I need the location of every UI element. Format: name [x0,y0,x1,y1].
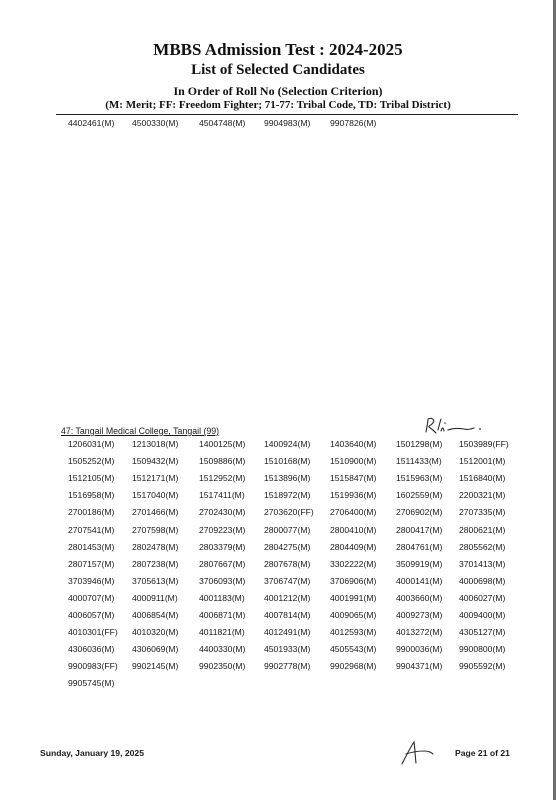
candidate-row [0,540,556,554]
candidate-row [0,488,556,502]
roll-number: 9900036(M) [396,644,443,655]
candidate-row [0,591,556,605]
order-criterion-line: In Order of Roll No (Selection Criterion) [173,84,383,98]
roll-number: 1213018(M) [132,439,179,449]
roll-number: 3703946(M) [68,575,115,586]
candidate-row [0,505,556,519]
roll-number: 2200321(M) [459,490,506,501]
roll-number: 4306036(M) [68,644,115,655]
roll-number: 9902350(M) [199,661,246,672]
roll-number: 2804761(M) [396,541,443,552]
roll-number: 4012593(M) [330,627,377,638]
roll-number: 9904371(M) [396,661,443,672]
roll-number: 4505543(M) [330,644,377,655]
roll-number: 2707541(M) [68,524,115,535]
roll-number: 2807238(M) [132,558,179,569]
roll-number: 1206031(M) [68,439,115,449]
handwritten-signature [422,414,484,438]
candidate-row [0,523,556,537]
roll-number: 2803379(M) [199,541,246,552]
college-heading: 47: Tangail Medical College, Tangail (99) [61,426,220,436]
roll-number: 4010320(M) [132,627,179,638]
roll-number: 4012491(M) [264,627,311,638]
candidate-row [0,642,556,656]
roll-number: 4000141(M) [396,575,443,586]
roll-number: 4001183(M) [199,592,245,603]
roll-number: 4006854(M) [132,610,179,620]
code-legend-line: (M: Merit; FF: Freedom Fighter; 71-77: Tribal Code, TD: Tribal District) [105,99,451,111]
document-title: MBBS Admission Test : 2024-2025 [153,40,403,59]
roll-number: 4501933(M) [264,644,311,655]
roll-number: 2800417(M) [396,524,443,535]
roll-number: 9902778(M) [264,661,311,672]
candidate-row [0,676,556,690]
roll-number: 9905592(M) [459,661,506,672]
roll-number: 2807157(M) [68,558,115,569]
roll-number: 9907826(M) [330,118,377,128]
roll-number: 4500330(M) [132,118,179,128]
roll-number: 4011821(M) [199,627,245,638]
roll-number: 1501298(M) [396,439,443,449]
roll-number: 4009065(M) [330,610,377,620]
roll-number: 4009400(M) [459,610,506,620]
handwritten-initials [396,738,436,768]
roll-number: 2800621(M) [459,524,506,535]
roll-number: 1518972(M) [264,490,311,501]
roll-number: 1400924(M) [264,439,311,449]
roll-number: 9904983(M) [264,118,311,128]
roll-number: 2707335(M) [459,507,506,518]
roll-number: 2706400(M) [330,507,377,518]
roll-number: 2804409(M) [330,541,377,552]
candidate-row [0,608,556,622]
roll-number: 4001212(M) [264,592,311,603]
roll-number: 4504748(M) [199,118,246,128]
candidate-row [0,471,556,485]
roll-number: 4013272(M) [396,627,443,638]
candidate-row [0,557,556,571]
roll-number: 4001991(M) [330,592,377,603]
candidate-row [0,454,556,468]
roll-number: 2703620(FF) [264,507,314,518]
roll-number: 2702430(M) [199,507,246,518]
roll-number: 3706093(M) [199,575,246,586]
footer-date: Sunday, January 19, 2025 [40,748,144,758]
roll-number: 2805562(M) [459,541,506,552]
roll-number: 1513896(M) [264,473,311,484]
roll-number: 2804275(M) [264,541,311,552]
roll-number: 1503989(FF) [459,439,509,449]
roll-number: 1512001(M) [459,456,506,467]
roll-number: 3701413(M) [459,558,506,569]
footer-page-number: Page 21 of 21 [455,748,510,758]
candidate-row [0,116,556,130]
roll-number: 1512171(M) [132,473,179,484]
roll-number: 2707598(M) [132,524,179,535]
roll-number: 4003660(M) [396,592,443,603]
roll-number: 1517040(M) [132,490,179,501]
roll-number: 4000698(M) [459,575,506,586]
roll-number: 2706902(M) [396,507,443,518]
roll-number: 3706906(M) [330,575,377,586]
roll-number: 1509432(M) [132,456,179,467]
roll-number: 1515847(M) [330,473,377,484]
roll-number: 2709223(M) [199,524,246,535]
roll-number: 2807678(M) [264,558,311,569]
roll-number: 1515963(M) [396,473,443,484]
roll-number: 1517411(M) [199,490,245,501]
roll-number: 9900800(M) [459,644,506,655]
candidate-row [0,574,556,588]
header-rule [56,114,518,115]
roll-number: 1519936(M) [330,490,377,501]
roll-number: 4006871(M) [199,610,246,620]
roll-number: 3705613(M) [132,575,179,586]
candidate-row [0,625,556,639]
candidate-row [0,659,556,673]
roll-number: 9902145(M) [132,661,179,672]
roll-number: 1512952(M) [199,473,246,484]
roll-number: 1516840(M) [459,473,506,484]
roll-number: 9900983(FF) [68,661,118,672]
roll-number: 4010301(FF) [68,627,118,638]
roll-number: 2700186(M) [68,507,115,518]
roll-number: 4402461(M) [68,118,115,128]
roll-number: 4009273(M) [396,610,443,620]
roll-number: 2800410(M) [330,524,377,535]
roll-number: 2800077(M) [264,524,311,535]
roll-number: 4305127(M) [459,627,506,638]
roll-number: 3706747(M) [264,575,311,586]
document-subtitle: List of Selected Candidates [191,62,365,78]
roll-number: 9902968(M) [330,661,377,672]
roll-number: 2701466(M) [132,507,179,518]
roll-number: 1511433(M) [396,456,442,467]
candidate-row [0,437,556,451]
roll-number: 1505252(M) [68,456,115,467]
roll-number: 1509886(M) [199,456,246,467]
roll-number: 4306069(M) [132,644,179,655]
roll-number: 4000911(M) [132,592,178,603]
roll-number: 3509919(M) [396,558,443,569]
roll-number: 1400125(M) [199,439,246,449]
roll-number: 4006027(M) [459,592,506,603]
roll-number: 1512105(M) [68,473,115,484]
roll-number: 4007814(M) [264,610,311,620]
roll-number: 4006057(M) [68,610,115,620]
roll-number: 1510168(M) [264,456,311,467]
roll-number: 1602559(M) [396,490,443,501]
roll-number: 2801453(M) [68,541,115,552]
roll-number: 2802478(M) [132,541,179,552]
roll-number: 1516958(M) [68,490,115,501]
roll-number: 1403640(M) [330,439,377,449]
roll-number: 2807667(M) [199,558,246,569]
roll-number: 1510900(M) [330,456,377,467]
roll-number: 3302222(M) [330,558,377,569]
roll-number: 9905745(M) [68,678,115,689]
roll-number: 4400330(M) [199,644,246,655]
roll-number: 4000707(M) [68,592,115,603]
